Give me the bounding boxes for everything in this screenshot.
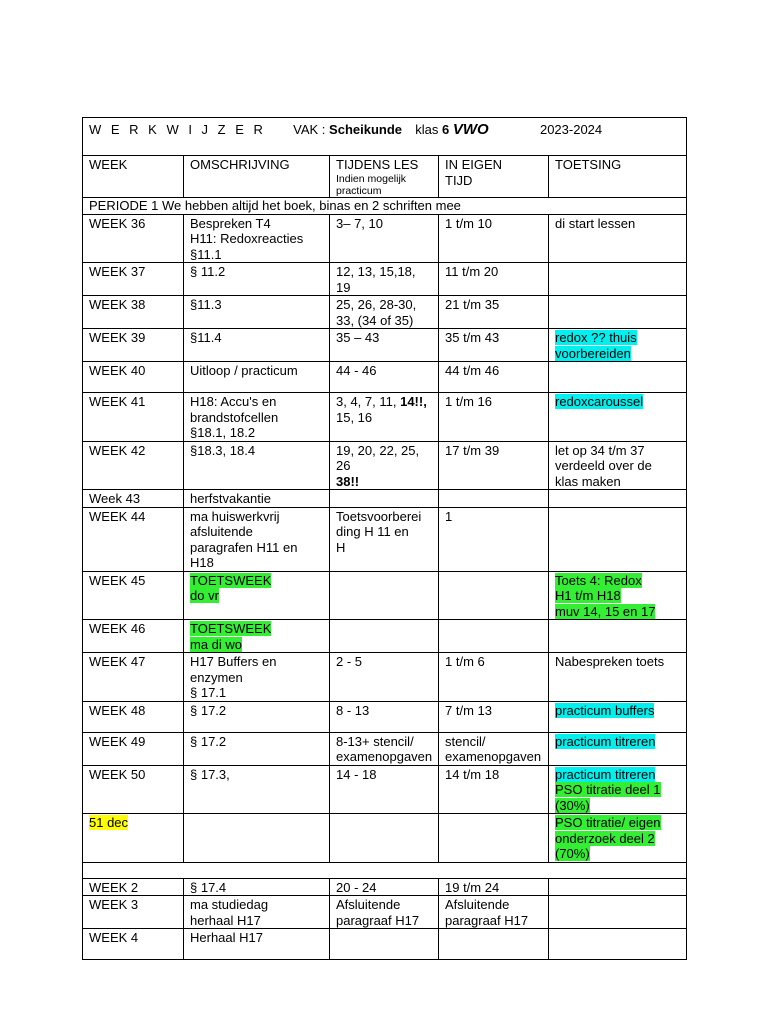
werkwijzer-table: [82, 117, 687, 960]
week-cell: WEEK 3: [83, 896, 184, 929]
eigen-tijd-cell: 21 t/m 35: [439, 296, 549, 329]
toetsing-cell: redox ?? thuis voorbereiden: [549, 329, 687, 362]
vak-label: VAK :: [293, 122, 326, 137]
week-cell: WEEK 44: [83, 507, 184, 571]
col-eigen-tijd: IN EIGEN TIJD: [439, 156, 549, 198]
table-row: [83, 507, 687, 571]
period-row: PERIODE 1 We hebben altijd het boek, binas en 2 schriften mee: [83, 198, 687, 215]
tijdens-les-cell: 3, 4, 7, 11, 14!!, 15, 16: [330, 393, 439, 442]
tijdens-les-cell: 2 - 5: [330, 653, 439, 702]
toetsing-cell: [549, 263, 687, 296]
week-cell: WEEK 42: [83, 441, 184, 490]
tijdens-les-cell: 14 - 18: [330, 765, 439, 814]
toetsing-cell: Toets 4: Redox H1 t/m H18 muv 14, 15 en 17: [549, 571, 687, 620]
week-cell: WEEK 50: [83, 765, 184, 814]
eigen-tijd-cell: [439, 620, 549, 653]
tijdens-les-cell: 35 – 43: [330, 329, 439, 362]
eigen-tijd-cell: 19 t/m 24: [439, 878, 549, 896]
doc-title: W E R K W I J Z E R: [89, 122, 266, 137]
vak-value: Scheikunde: [329, 122, 403, 137]
eigen-tijd-cell: 44 t/m 46: [439, 362, 549, 393]
tijdens-les-cell: 19, 20, 22, 25, 26 38!!: [330, 441, 439, 490]
col-omschrijving: OMSCHRIJVING: [184, 156, 330, 198]
table-row: [83, 896, 687, 929]
klas-label: klas: [415, 122, 439, 137]
omschrijving-cell: herfstvakantie: [184, 490, 330, 508]
tijdens-les-cell: 20 - 24: [330, 878, 439, 896]
table-row: [83, 732, 687, 765]
eigen-tijd-cell: 7 t/m 13: [439, 701, 549, 732]
tijdens-les-cell: 12, 13, 15,18, 19: [330, 263, 439, 296]
tijdens-les-cell: [330, 929, 439, 960]
toetsing-cell: [549, 896, 687, 929]
table-row: [83, 490, 687, 508]
week-cell: WEEK 41: [83, 393, 184, 442]
tijdens-les-cell: Toetsvoorberei ding H 11 en H: [330, 507, 439, 571]
week-cell: WEEK 4: [83, 929, 184, 960]
tijdens-les-cell: 25, 26, 28-30, 33, (34 of 35): [330, 296, 439, 329]
toetsing-cell: [549, 878, 687, 896]
omschrijving-cell: Herhaal H17: [184, 929, 330, 960]
table-row: [83, 620, 687, 653]
omschrijving-cell: §11.4: [184, 329, 330, 362]
toetsing-cell: practicum buffers: [549, 701, 687, 732]
week-cell: 51 dec: [83, 814, 184, 863]
week-cell: WEEK 39: [83, 329, 184, 362]
omschrijving-cell: H17 Buffers en enzymen § 17.1: [184, 653, 330, 702]
toetsing-cell: redoxcaroussel: [549, 393, 687, 442]
week-cell: WEEK 49: [83, 732, 184, 765]
eigen-tijd-cell: [439, 571, 549, 620]
omschrijving-cell: ma studiedag herhaal H17: [184, 896, 330, 929]
toetsing-cell: [549, 507, 687, 571]
omschrijving-cell: §18.3, 18.4: [184, 441, 330, 490]
toetsing-cell: [549, 490, 687, 508]
table-row: [83, 571, 687, 620]
week-cell: WEEK 40: [83, 362, 184, 393]
omschrijving-cell: TOETSWEEK ma di wo: [184, 620, 330, 653]
table-row: [83, 214, 687, 263]
toetsing-cell: let op 34 t/m 37 verdeeld over de klas maken: [549, 441, 687, 490]
klas-value: 6: [442, 122, 450, 137]
omschrijving-cell: § 11.2: [184, 263, 330, 296]
week-cell: WEEK 46: [83, 620, 184, 653]
omschrijving-cell: §11.3: [184, 296, 330, 329]
toetsing-cell: di start lessen: [549, 214, 687, 263]
table-row: [83, 765, 687, 814]
tijdens-les-cell: 8-13+ stencil/ examenopgaven: [330, 732, 439, 765]
tijdens-les-cell: 3– 7, 10: [330, 214, 439, 263]
week-cell: WEEK 48: [83, 701, 184, 732]
tijdens-les-cell: [330, 620, 439, 653]
table-row: [83, 362, 687, 393]
toetsing-cell: PSO titratie/ eigen onderzoek deel 2 (70%): [549, 814, 687, 863]
eigen-tijd-cell: 1 t/m 10: [439, 214, 549, 263]
tijdens-les-cell: [330, 490, 439, 508]
tijdens-les-cell: [330, 571, 439, 620]
tijdens-les-cell: 8 - 13: [330, 701, 439, 732]
table-row: [83, 329, 687, 362]
omschrijving-cell: TOETSWEEK do vr: [184, 571, 330, 620]
eigen-tijd-cell: [439, 929, 549, 960]
table-row: [83, 296, 687, 329]
eigen-tijd-cell: Afsluitende paragraaf H17: [439, 896, 549, 929]
toetsing-cell: [549, 296, 687, 329]
eigen-tijd-cell: 1: [439, 507, 549, 571]
toetsing-cell: practicum titreren: [549, 732, 687, 765]
tijdens-les-cell: Afsluitende paragraaf H17: [330, 896, 439, 929]
eigen-tijd-cell: 14 t/m 18: [439, 765, 549, 814]
omschrijving-cell: § 17.4: [184, 878, 330, 896]
tijdens-les-cell: 44 - 46: [330, 362, 439, 393]
eigen-tijd-cell: 17 t/m 39: [439, 441, 549, 490]
eigen-tijd-cell: 1 t/m 16: [439, 393, 549, 442]
week-cell: Week 43: [83, 490, 184, 508]
col-week: WEEK: [83, 156, 184, 198]
omschrijving-cell: ma huiswerkvrij afsluitende paragrafen H11 en H18: [184, 507, 330, 571]
table-row: [83, 441, 687, 490]
eigen-tijd-cell: [439, 814, 549, 863]
header-row: [83, 118, 687, 156]
eigen-tijd-cell: 11 t/m 20: [439, 263, 549, 296]
week-cell: WEEK 2: [83, 878, 184, 896]
omschrijving-cell: § 17.2: [184, 701, 330, 732]
table-row: [83, 878, 687, 896]
week-cell: WEEK 45: [83, 571, 184, 620]
toetsing-cell: [549, 362, 687, 393]
table-row: [83, 263, 687, 296]
eigen-tijd-cell: 1 t/m 6: [439, 653, 549, 702]
table-row: [83, 653, 687, 702]
toetsing-cell: Nabespreken toets: [549, 653, 687, 702]
separator-row: [83, 862, 687, 878]
column-header-row: [83, 156, 687, 198]
table-row: [83, 701, 687, 732]
omschrijving-cell: H18: Accu's en brandstofcellen §18.1, 18.2: [184, 393, 330, 442]
eigen-tijd-cell: stencil/ examenopgaven: [439, 732, 549, 765]
week-cell: WEEK 37: [83, 263, 184, 296]
toetsing-cell: [549, 620, 687, 653]
table-row: [83, 814, 687, 863]
week-cell: WEEK 38: [83, 296, 184, 329]
table-row: [83, 393, 687, 442]
week-cell: WEEK 47: [83, 653, 184, 702]
level: VWO: [452, 121, 489, 138]
omschrijving-cell: § 17.2: [184, 732, 330, 765]
week-cell: WEEK 36: [83, 214, 184, 263]
eigen-tijd-cell: [439, 490, 549, 508]
col-tijdens-les: TIJDENS LES Indien mogelijk practicum: [330, 156, 439, 198]
school-year: 2023-2024: [539, 122, 603, 137]
table-row: [83, 929, 687, 960]
omschrijving-cell: § 17.3,: [184, 765, 330, 814]
eigen-tijd-cell: 35 t/m 43: [439, 329, 549, 362]
omschrijving-cell: [184, 814, 330, 863]
toetsing-cell: practicum titreren PSO titratie deel 1 (30%): [549, 765, 687, 814]
omschrijving-cell: Uitloop / practicum: [184, 362, 330, 393]
tijdens-les-cell: [330, 814, 439, 863]
col-toetsing: TOETSING: [549, 156, 687, 198]
toetsing-cell: [549, 929, 687, 960]
omschrijving-cell: Bespreken T4 H11: Redoxreacties §11.1: [184, 214, 330, 263]
